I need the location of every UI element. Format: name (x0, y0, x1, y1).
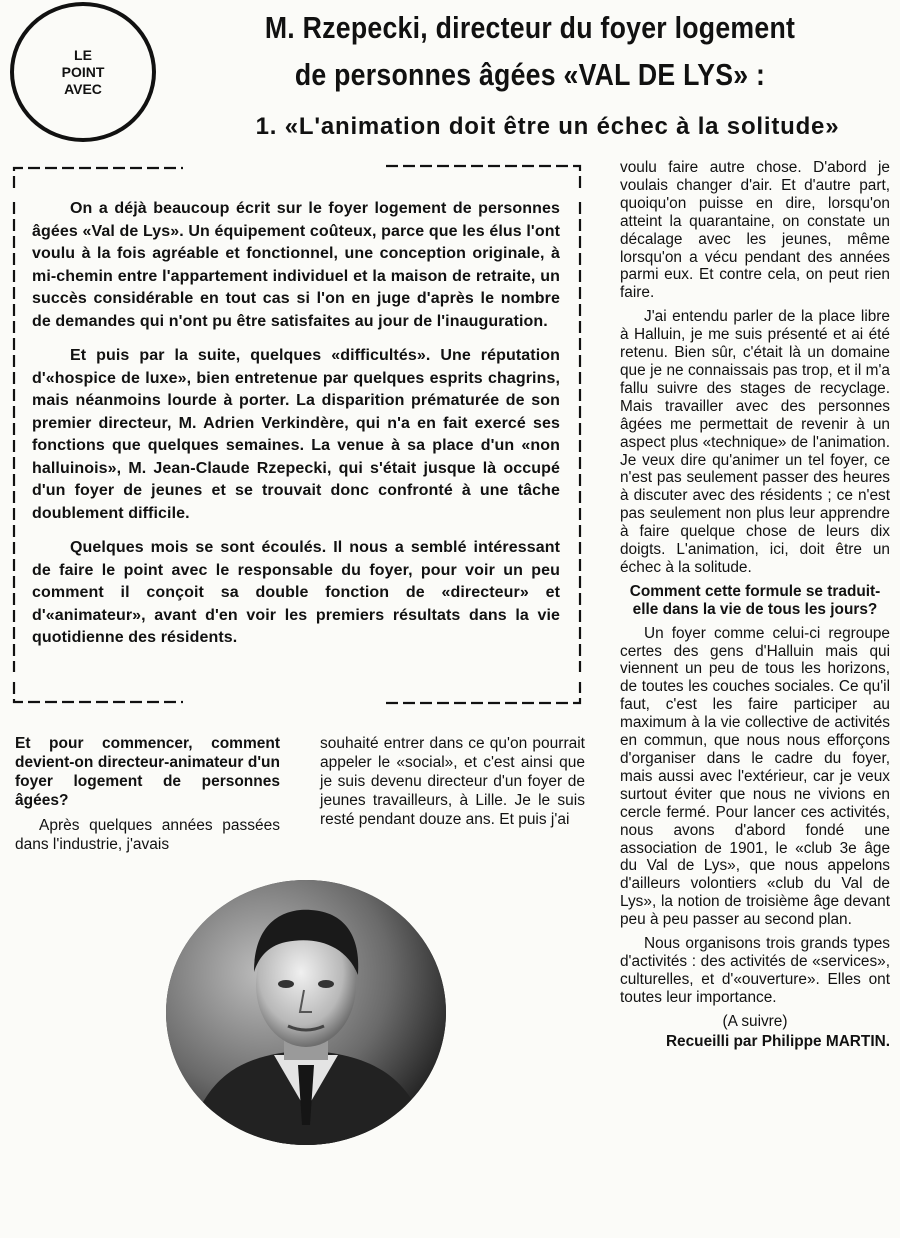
interview-question-2: Comment cette formule se traduit-elle dans la vie de tous les jours? (629, 582, 881, 618)
answer-paragraph-1: voulu faire autre chose. D'abord je voulais changer d'air. Et d'autre part, quoiqu'on puisse en dire, lorsqu'on atteint la quarantaine, on constate un décalage avec les jeunes, même lorsqu'on a vécu pendant des années parmi eux. Et contre cela, on peut rien faire. (620, 159, 890, 302)
answer-paragraph-2: J'ai entendu parler de la place libre à Halluin, je me suis présenté et ai été retenu. Bien sûr, c'était là un domaine que je ne connaissais pas trop, et il m'a fallu suivre des stages de recyclage. Mais travailler avec des personnes âgées me permettait de revenir à un aspect plus «technique» de l'animation. Je veux dire qu'animer un tel foyer, ce n'est pas seulement passer des heures à discuter avec des résidents ; ce n'est pas seulement non plus leur apprendre à faire quelque chose de leurs dix doigts. L'animation, ici, doit être un échec à la solitude. (620, 308, 890, 576)
intro-paragraph-2: Et puis par la suite, quelques «difficultés». Une réputation d'«hospice de luxe», bien entretenue par quelques esprits chagrins, mais néanmoins lourde à porter. La disparition prématurée de son premier directeur, M. Adrien Verkindère, qui n'a en fait exercé ses fonctions que quelques semaines. La venue à sa place d'un «non halluinois», M. Jean-Claude Rzepecki, qui s'était jusque là occupé d'un foyer de jeunes et se trouvait donc confronté à une tâche doublement difficile. (32, 347, 560, 522)
portrait-illustration (166, 880, 446, 1145)
logo-line-2: POINT (61, 63, 105, 80)
column-right (620, 159, 890, 1051)
intro-paragraph-1: On a déjà beaucoup écrit sur le foyer logement de personnes âgées «Val de Lys». Un équipement coûteux, parce que les élus l'ont voulu à la fois agréable et fonctionnel, une conception originale, à mi-chemin entre l'appartement individuel et la maison de retraite, un succès considérable en tout cas si l'on en juge d'après le nombre de demandes qui n'ont pu être satisfaites au jour de l'inauguration. (32, 200, 560, 330)
intro-paragraph-3: Quelques mois se sont écoulés. Il nous a semblé intéressant de faire le point avec le responsable du foyer, pour voir un peu comment il conçoit sa double fonction de «directeur» et d'«animateur», avant d'en voir les premiers résultats dans la vie quotidienne des résidents. (32, 539, 560, 646)
logo-line-3: AVEC (64, 80, 102, 97)
headline-line-1: M. Rzepecki, directeur du foyer logement (264, 10, 796, 45)
portrait-photo (166, 880, 446, 1145)
answer-paragraph-3: Un foyer comme celui-ci regroupe certes des gens d'Halluin mais qui viennent un peu de tous les horizons, de toutes les couches sociales. Ce qu'il faut, c'est les faire participer au maximum à la vie collective de activités en commun, que nous nous efforçons d'organiser dans le cadre du foyer, mais aussi avec l'extérieur, car je veux surtout éviter que nous ne vivions en cercle fermé. Pour lancer ces activités, nous avons d'abord fondé une association de 1901, le «club 3e âge du Val de Lys», que nous appelons d'ailleurs volontiers «club du Val de Lys», la notion de troisième âge devant peu à peu passer au second plan. (620, 624, 890, 929)
column-middle (320, 734, 585, 835)
author-credit: Recueilli par Philippe MARTIN. (665, 1032, 890, 1050)
answer-paragraph: Après quelques années passées dans l'industrie, j'avais (15, 817, 280, 853)
column-logo (10, 2, 156, 142)
article-headline (220, 4, 839, 98)
article-subtitle: 1. «L'animation doit être un échec à la solitude» (255, 113, 840, 140)
to-be-continued: (A suivre) (722, 1012, 788, 1030)
interview-question-1: Et pour commencer, comment devient-on directeur-animateur d'un foyer logement de personnes âgées? (15, 735, 280, 809)
answer-paragraph-4: Nous organisons trois grands types d'activités : des activités de «services», culturelles, et d'«ouverture». Elles ont toutes leur importance. (620, 935, 890, 1006)
intro-text (32, 198, 560, 662)
headline-line-2: de personnes âgées «VAL DE LYS» : (294, 57, 766, 92)
logo-line-1: LE (74, 46, 92, 63)
column-left (15, 734, 280, 860)
answer-continuation: souhaité entrer dans ce qu'on pourrait appeler le «social», et c'est ainsi que je suis devenu directeur d'un foyer de jeunes travailleurs, à Lille. Je le suis resté pendant douze ans. Et puis j'ai (320, 735, 585, 828)
